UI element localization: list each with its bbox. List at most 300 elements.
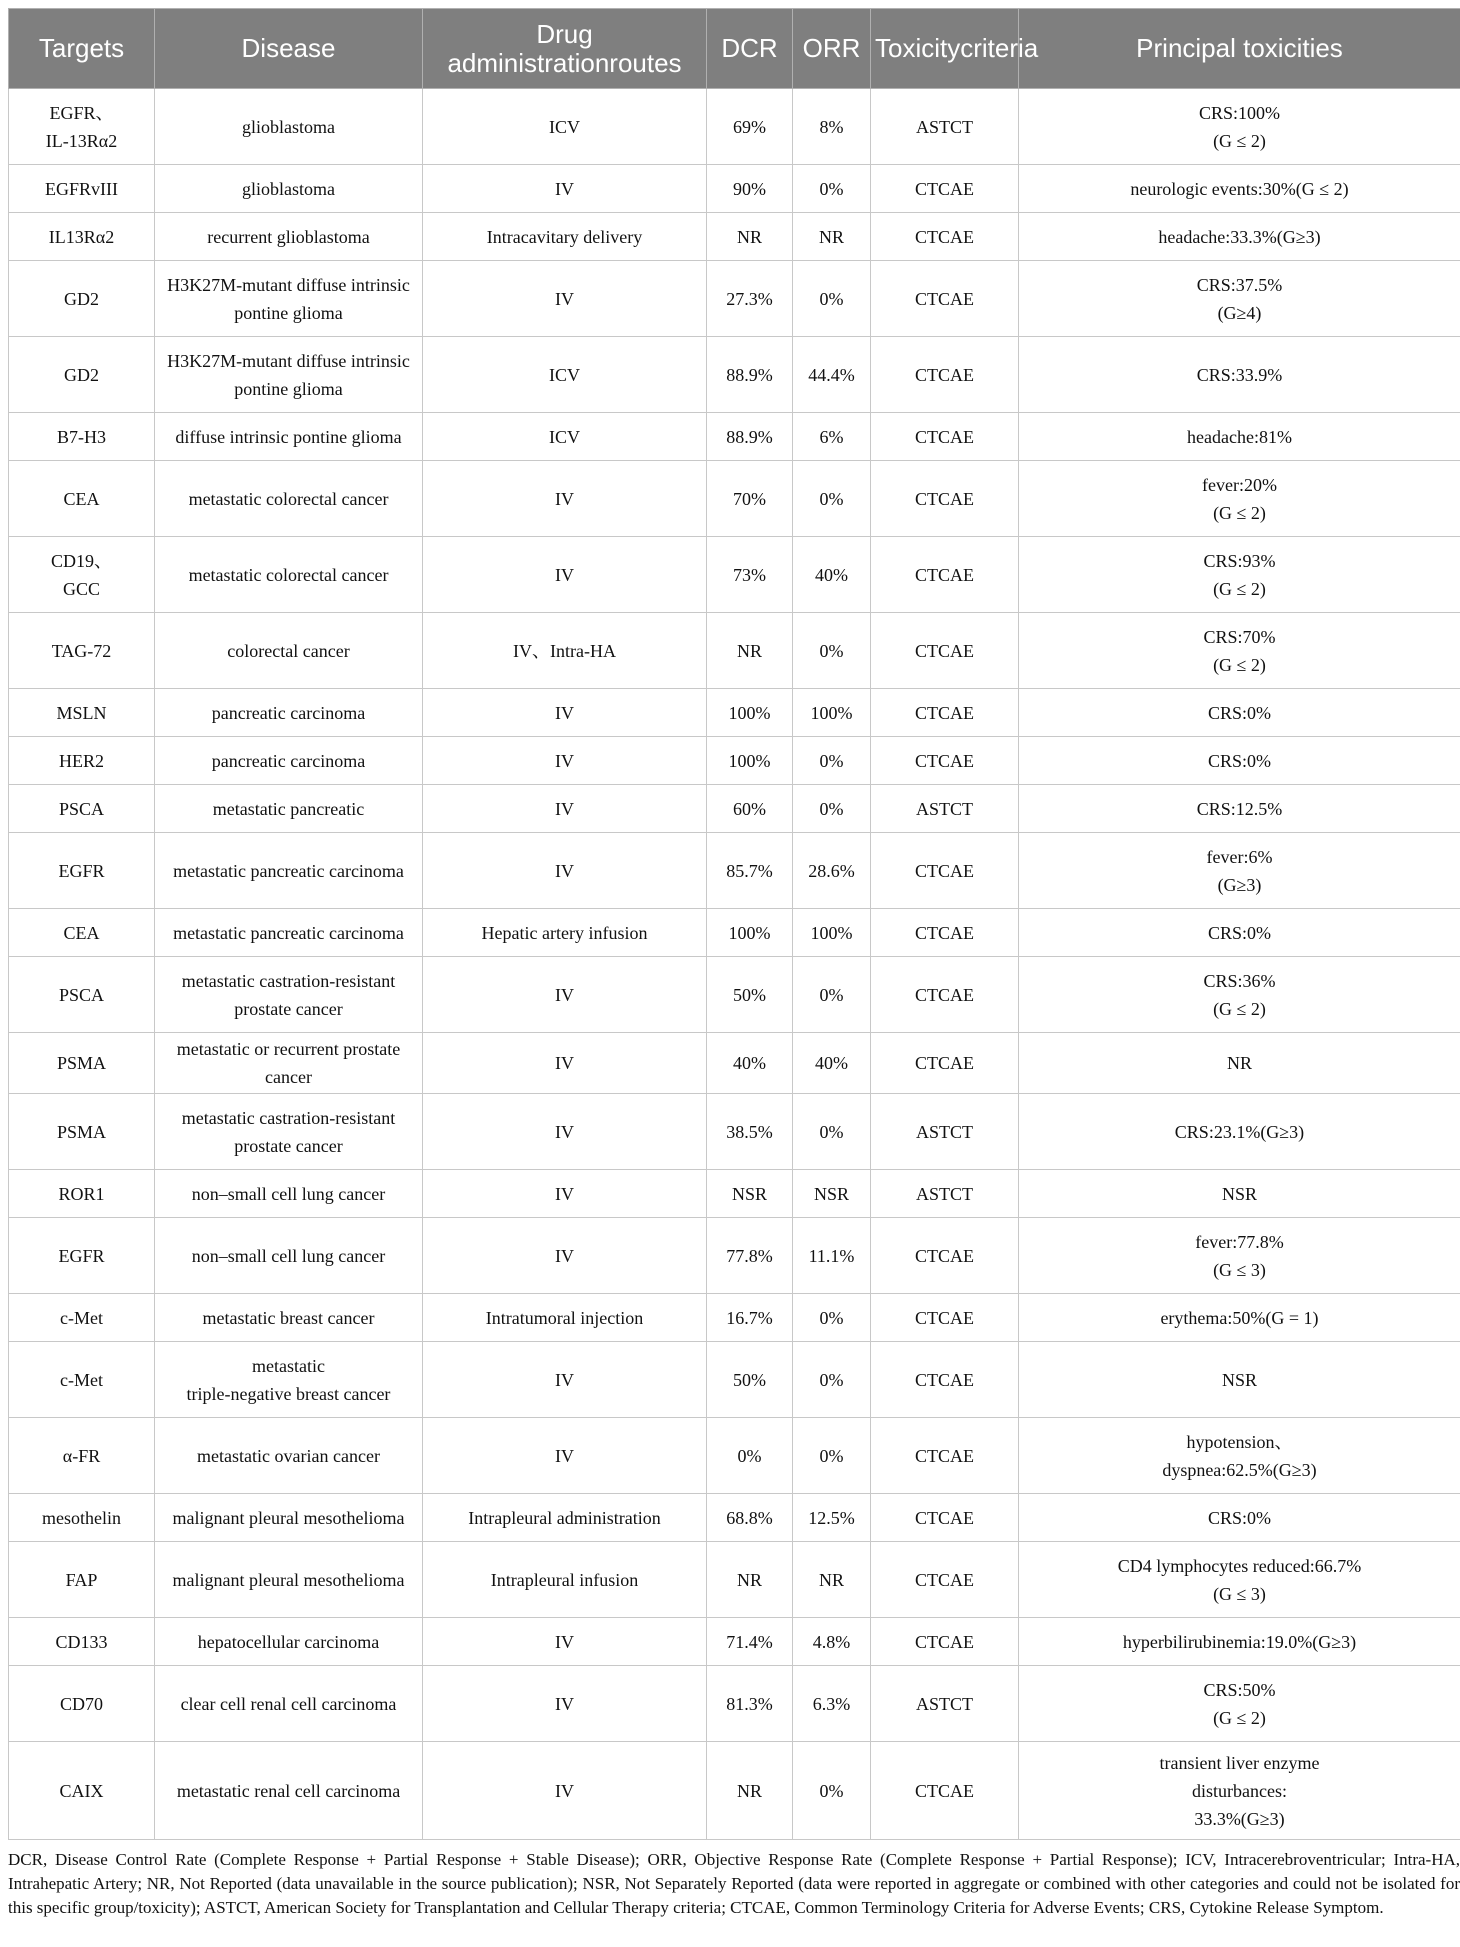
cell-line: 11.1% — [808, 1245, 855, 1266]
cell-dcr — [707, 1170, 793, 1218]
cell-toxicity-criteria — [871, 1218, 1019, 1294]
cell-line: CTCAE — [914, 488, 974, 509]
cell-line: CRS:0% — [1207, 750, 1272, 771]
cell-line: IV — [555, 1693, 574, 1714]
cell-line: criteria — [960, 33, 1039, 63]
cell-toxicity-criteria — [871, 833, 1019, 909]
cell-line: 6% — [819, 426, 844, 447]
cell-dcr — [707, 537, 793, 613]
cell-line: IL-13Rα2 — [45, 130, 118, 151]
cell-orr — [793, 613, 871, 689]
cell-line: PSCA — [58, 798, 105, 819]
cell-line: 33.3%(G≥3) — [1194, 1808, 1285, 1829]
cell-dcr — [707, 1542, 793, 1618]
cell-disease — [155, 1294, 423, 1342]
cell-line: 40% — [733, 1053, 766, 1073]
cell-orr — [793, 337, 871, 413]
cell-targets — [9, 261, 155, 337]
cell-line: CTCAE — [914, 640, 974, 661]
cell-line: Targets — [38, 33, 125, 63]
cell-line: metastatic renal cell carcinoma — [176, 1780, 401, 1801]
cell-targets — [9, 1170, 155, 1218]
cell-line: CRS:36% — [1203, 970, 1276, 991]
cell-disease — [155, 957, 423, 1033]
cell-line: 0% — [737, 1445, 762, 1466]
cell-toxicity-criteria — [871, 1542, 1019, 1618]
cell-line: transient liver enzyme — [1159, 1752, 1320, 1773]
cell-line: IV — [555, 860, 574, 881]
cell-line: 0% — [819, 1307, 844, 1328]
cell-toxicity-criteria — [871, 413, 1019, 461]
cell-route — [423, 337, 707, 413]
cell-line: IV — [555, 1445, 574, 1466]
cell-line: malignant pleural mesothelioma — [172, 1507, 405, 1528]
cell-principal-toxicities — [1019, 537, 1460, 613]
cell-targets — [9, 613, 155, 689]
cell-line: Principal toxicities — [1136, 33, 1343, 63]
cell-line: CRS:0% — [1207, 1507, 1272, 1528]
cell-toxicity-criteria — [871, 165, 1019, 213]
cell-line: 0% — [819, 984, 844, 1005]
cell-line: (G ≤ 3) — [1213, 1583, 1266, 1604]
cell-line: Hepatic artery infusion — [481, 922, 648, 943]
cell-line: (G ≤ 2) — [1213, 654, 1266, 675]
cell-dcr — [707, 1342, 793, 1418]
cell-disease — [155, 1094, 423, 1170]
cell-route — [423, 1494, 707, 1542]
cell-orr — [793, 1033, 871, 1094]
cell-principal-toxicities — [1019, 1666, 1460, 1742]
cell-route — [423, 957, 707, 1033]
cell-line: CRS:12.5% — [1196, 798, 1283, 819]
cell-line: 8% — [819, 116, 844, 137]
cell-dcr — [707, 1742, 793, 1840]
cell-line: DCR — [721, 33, 778, 63]
table-row — [9, 1094, 1460, 1170]
cell-line: 100% — [810, 702, 853, 723]
cell-disease — [155, 1742, 423, 1840]
cell-line: Disease — [241, 33, 336, 63]
table-row — [9, 537, 1460, 613]
table-row — [9, 785, 1460, 833]
cell-line: metastatic pancreatic carcinoma — [173, 922, 404, 943]
cell-line: metastatic — [252, 1355, 325, 1376]
table-row — [9, 1294, 1460, 1342]
cell-orr — [793, 261, 871, 337]
cell-line: headache:81% — [1187, 426, 1292, 447]
cell-line: non–small cell lung cancer — [191, 1245, 386, 1266]
cell-line: NR — [736, 1569, 762, 1590]
table-row — [9, 165, 1460, 213]
cell-disease — [155, 213, 423, 261]
cell-orr — [793, 1218, 871, 1294]
cell-toxicity-criteria — [871, 461, 1019, 537]
cell-line: IV — [555, 1780, 574, 1801]
cell-line: metastatic ovarian cancer — [197, 1445, 380, 1466]
cell-targets — [9, 909, 155, 957]
cell-principal-toxicities — [1019, 165, 1460, 213]
cell-line: erythema:50%(G = 1) — [1160, 1307, 1319, 1328]
column-header-route — [423, 9, 707, 89]
cell-line: Toxicity — [875, 33, 961, 63]
cell-line: 88.9% — [726, 426, 773, 447]
cell-disease — [155, 1342, 423, 1418]
cell-principal-toxicities — [1019, 833, 1460, 909]
table-row — [9, 909, 1460, 957]
cell-line: 88.9% — [726, 364, 773, 385]
cell-principal-toxicities — [1019, 689, 1460, 737]
cell-dcr — [707, 785, 793, 833]
cell-principal-toxicities — [1019, 957, 1460, 1033]
cell-principal-toxicities — [1019, 1618, 1460, 1666]
cell-line: hepatocellular carcinoma — [197, 1631, 380, 1652]
cell-principal-toxicities — [1019, 737, 1460, 785]
cell-line: Intrapleural administration — [468, 1507, 661, 1528]
table-row — [9, 1418, 1460, 1494]
cell-line: hyperbilirubinemia:19.0%(G≥3) — [1122, 1631, 1357, 1652]
cell-line: IV — [555, 1183, 574, 1204]
cell-disease — [155, 1218, 423, 1294]
table-row — [9, 337, 1460, 413]
cell-orr — [793, 909, 871, 957]
cell-orr — [793, 461, 871, 537]
cell-line: 0% — [819, 1369, 844, 1390]
cell-route — [423, 1218, 707, 1294]
table-row — [9, 1170, 1460, 1218]
cell-toxicity-criteria — [871, 689, 1019, 737]
cell-route — [423, 1742, 707, 1840]
cell-line: Intratumoral injection — [485, 1307, 644, 1328]
cell-disease — [155, 337, 423, 413]
cell-line: H3K27M-mutant diffuse intrinsic — [167, 274, 410, 295]
cell-dcr — [707, 1218, 793, 1294]
cell-line: CTCAE — [914, 426, 974, 447]
cell-line: triple-negative breast cancer — [186, 1383, 391, 1404]
cell-line: ASTCT — [915, 1693, 973, 1714]
cell-line: 0% — [819, 488, 844, 509]
cell-line: IV — [555, 1631, 574, 1652]
cell-orr — [793, 1094, 871, 1170]
cell-line: Intracavitary delivery — [486, 226, 643, 247]
table-row — [9, 261, 1460, 337]
cell-disease — [155, 461, 423, 537]
cell-line: 100% — [728, 702, 771, 723]
cell-route — [423, 1666, 707, 1742]
table-row — [9, 613, 1460, 689]
cell-line: colorectal cancer — [227, 640, 350, 661]
cell-principal-toxicities — [1019, 1342, 1460, 1418]
cell-disease — [155, 261, 423, 337]
cell-line: CTCAE — [914, 1569, 974, 1590]
cell-line: CRS:0% — [1207, 702, 1272, 723]
cell-line: CTCAE — [914, 364, 974, 385]
cell-targets — [9, 1294, 155, 1342]
cell-line: ASTCT — [915, 798, 973, 819]
table-row — [9, 1342, 1460, 1418]
cell-line: 70% — [733, 488, 766, 509]
cell-orr — [793, 1618, 871, 1666]
cell-line: neurologic events:30%(G ≤ 2) — [1130, 178, 1349, 199]
cell-disease — [155, 1033, 423, 1094]
cell-line: routes — [609, 47, 682, 78]
cell-principal-toxicities — [1019, 1170, 1460, 1218]
cell-dcr — [707, 213, 793, 261]
cell-orr — [793, 165, 871, 213]
cell-principal-toxicities — [1019, 1218, 1460, 1294]
cell-line: 90% — [733, 178, 766, 199]
table-row — [9, 689, 1460, 737]
cell-principal-toxicities — [1019, 413, 1460, 461]
cell-toxicity-criteria — [871, 1494, 1019, 1542]
cell-line: 77.8% — [726, 1245, 773, 1266]
cell-line: headache:33.3%(G≥3) — [1158, 226, 1321, 247]
cell-line: (G≥4) — [1217, 302, 1262, 323]
table-row — [9, 1218, 1460, 1294]
cell-line: fever:77.8% — [1195, 1231, 1284, 1252]
cell-principal-toxicities — [1019, 213, 1460, 261]
cell-line: CTCAE — [914, 860, 974, 881]
cell-line: fever:20% — [1202, 474, 1277, 495]
cell-line: dyspnea:62.5%(G≥3) — [1162, 1459, 1317, 1480]
cell-line: IV — [555, 1053, 574, 1073]
cell-line: 73% — [733, 564, 766, 585]
cell-dcr — [707, 89, 793, 165]
cell-orr — [793, 957, 871, 1033]
table-footnote: DCR, Disease Control Rate (Complete Response + Partial Response + Stable Disease); ORR, Objective Response Rate (Complete Response + Partial Response); ICV, Intracerebroventricular; Intra-HA, Intrahepatic Artery; NR, Not Reported (data unavailable in the source publication); NSR, Not Separately Reported (data were reported in aggregate or combined with other categories and could not be isolated for this specific group/toxicity); ASTCT, American Society for Transplantation and Cellular Therapy criteria; CTCAE, Common Terminology Criteria for Adverse Events; CRS, Cytokine Release Symptom. — [8, 1850, 1460, 1917]
cell-line: GD2 — [64, 288, 99, 309]
cell-line: IV — [555, 288, 574, 309]
cell-line: CAIX — [59, 1780, 104, 1801]
cell-line: metastatic pancreatic — [212, 798, 365, 819]
cell-line: prostate cancer — [234, 998, 343, 1019]
cell-line: metastatic castration-resistant — [181, 1107, 396, 1128]
cell-line: NSR — [813, 1183, 849, 1204]
cell-route — [423, 165, 707, 213]
cell-line: hypotension、 — [1186, 1431, 1293, 1452]
cell-line: (G ≤ 2) — [1213, 1707, 1266, 1728]
cell-orr — [793, 785, 871, 833]
cell-principal-toxicities — [1019, 89, 1460, 165]
cell-dcr — [707, 833, 793, 909]
cell-disease — [155, 785, 423, 833]
cell-orr — [793, 689, 871, 737]
cell-disease — [155, 413, 423, 461]
cell-line: 0% — [819, 1121, 844, 1142]
cell-line: CTCAE — [914, 226, 974, 247]
cell-line: ICV — [549, 426, 580, 447]
cell-principal-toxicities — [1019, 337, 1460, 413]
cell-line: 0% — [819, 1780, 844, 1801]
cell-line: PSMA — [56, 1121, 107, 1142]
cell-principal-toxicities — [1019, 1418, 1460, 1494]
cell-line: (G ≤ 2) — [1213, 130, 1266, 151]
cell-route — [423, 537, 707, 613]
cell-line: NR — [818, 1569, 844, 1590]
column-header-orr — [793, 9, 871, 89]
cell-disease — [155, 1618, 423, 1666]
cell-orr — [793, 833, 871, 909]
cell-line: 100% — [810, 922, 853, 943]
cell-line: glioblastoma — [242, 116, 335, 137]
cell-line: disturbances: — [1192, 1780, 1287, 1801]
cell-route — [423, 413, 707, 461]
cell-line: CTCAE — [914, 1445, 974, 1466]
cell-line: 40% — [815, 1053, 848, 1073]
cell-line: NSR — [731, 1183, 767, 1204]
cell-line: clear cell renal cell carcinoma — [180, 1693, 397, 1714]
cell-targets — [9, 957, 155, 1033]
cell-targets — [9, 165, 155, 213]
column-header-dcr — [707, 9, 793, 89]
cell-line: CD4 lymphocytes reduced:66.7% — [1117, 1555, 1362, 1576]
cell-line: IV — [555, 1245, 574, 1266]
cell-line: Intrapleural infusion — [490, 1569, 639, 1590]
table-row — [9, 1033, 1460, 1094]
cell-line: CD70 — [59, 1693, 103, 1714]
cell-line: metastatic colorectal cancer — [188, 564, 389, 585]
cell-dcr — [707, 1033, 793, 1094]
cell-targets — [9, 1742, 155, 1840]
cell-line: NSR — [1221, 1369, 1257, 1390]
cell-route — [423, 909, 707, 957]
cell-line: IV — [555, 984, 574, 1005]
table-row — [9, 461, 1460, 537]
cell-line: pancreatic carcinoma — [211, 702, 366, 723]
cell-principal-toxicities — [1019, 461, 1460, 537]
cell-line: IV — [555, 488, 574, 509]
cell-line: H3K27M-mutant diffuse intrinsic — [167, 350, 410, 371]
cell-line: metastatic colorectal cancer — [188, 488, 389, 509]
cell-line: PSCA — [58, 984, 105, 1005]
cell-route — [423, 261, 707, 337]
cell-principal-toxicities — [1019, 1542, 1460, 1618]
cell-line: CRS:0% — [1207, 922, 1272, 943]
cell-targets — [9, 737, 155, 785]
cell-toxicity-criteria — [871, 213, 1019, 261]
cell-route — [423, 461, 707, 537]
cell-route — [423, 737, 707, 785]
cell-line: (G ≤ 3) — [1213, 1259, 1266, 1280]
cell-line: malignant pleural mesothelioma — [172, 1569, 405, 1590]
cell-line: NR — [736, 640, 762, 661]
cell-targets — [9, 537, 155, 613]
cell-line: metastatic or recurrent prostate cancer — [176, 1039, 401, 1087]
cell-orr — [793, 537, 871, 613]
cell-line: CTCAE — [914, 1369, 974, 1390]
cell-line: Drug administration — [447, 18, 610, 78]
cell-principal-toxicities — [1019, 1742, 1460, 1840]
cell-dcr — [707, 1618, 793, 1666]
cell-line: non–small cell lung cancer — [191, 1183, 386, 1204]
column-header-targets — [9, 9, 155, 89]
cell-line: 4.8% — [812, 1631, 851, 1652]
cell-dcr — [707, 413, 793, 461]
cell-toxicity-criteria — [871, 785, 1019, 833]
cell-line: CRS:100% — [1198, 102, 1281, 123]
cell-dcr — [707, 909, 793, 957]
cell-line: (G ≤ 2) — [1213, 502, 1266, 523]
cell-targets — [9, 1542, 155, 1618]
cell-targets — [9, 1094, 155, 1170]
cell-line: IV — [555, 1369, 574, 1390]
cell-principal-toxicities — [1019, 1494, 1460, 1542]
cell-disease — [155, 737, 423, 785]
cell-line: 0% — [819, 640, 844, 661]
cell-toxicity-criteria — [871, 613, 1019, 689]
cell-dcr — [707, 689, 793, 737]
cell-route — [423, 1618, 707, 1666]
cell-toxicity-criteria — [871, 1418, 1019, 1494]
cell-dcr — [707, 737, 793, 785]
cell-line: CEA — [63, 488, 100, 509]
cell-principal-toxicities — [1019, 613, 1460, 689]
table-header-row — [9, 9, 1460, 89]
cell-line: CTCAE — [914, 702, 974, 723]
cell-line: ROR1 — [58, 1183, 105, 1204]
cell-line: CTCAE — [914, 564, 974, 585]
cell-principal-toxicities — [1019, 1033, 1460, 1094]
cell-targets — [9, 89, 155, 165]
cell-principal-toxicities — [1019, 785, 1460, 833]
cell-line: c-Met — [60, 1369, 103, 1390]
cell-principal-toxicities — [1019, 261, 1460, 337]
cell-line: HER2 — [59, 750, 104, 771]
cell-line: NR — [1226, 1053, 1252, 1073]
cell-route — [423, 1294, 707, 1342]
cell-route — [423, 1094, 707, 1170]
cell-targets — [9, 785, 155, 833]
cell-line: IV — [555, 564, 574, 585]
table-row — [9, 833, 1460, 909]
cell-line: (G≥3) — [1217, 874, 1262, 895]
cell-disease — [155, 613, 423, 689]
cell-line: ASTCT — [915, 1121, 973, 1142]
column-header-disease — [155, 9, 423, 89]
cell-line: EGFR — [58, 1245, 105, 1266]
column-header-principal-toxicities — [1019, 9, 1460, 89]
cell-targets — [9, 1618, 155, 1666]
cell-line: 81.3% — [726, 1693, 773, 1714]
cell-disease — [155, 833, 423, 909]
cell-toxicity-criteria — [871, 1294, 1019, 1342]
cell-line: 68.8% — [726, 1507, 773, 1528]
cell-line: 100% — [728, 750, 771, 771]
cell-dcr — [707, 957, 793, 1033]
cell-route — [423, 1418, 707, 1494]
cell-line: diffuse intrinsic pontine glioma — [175, 426, 402, 447]
table-row — [9, 1618, 1460, 1666]
cell-disease — [155, 1418, 423, 1494]
cell-line: EGFR — [58, 860, 105, 881]
cell-line: CD19、 — [50, 550, 112, 571]
cell-line: glioblastoma — [242, 178, 335, 199]
cell-line: PSMA — [56, 1053, 107, 1073]
cell-line: prostate cancer — [234, 1135, 343, 1156]
cell-dcr — [707, 461, 793, 537]
cell-toxicity-criteria — [871, 737, 1019, 785]
cell-line: NR — [818, 226, 844, 247]
cell-line: 50% — [733, 984, 766, 1005]
cell-toxicity-criteria — [871, 1170, 1019, 1218]
cell-line: metastatic castration-resistant — [181, 970, 396, 991]
cell-line: IL13Rα2 — [48, 226, 115, 247]
cell-toxicity-criteria — [871, 1666, 1019, 1742]
cell-line: NR — [736, 226, 762, 247]
cell-route — [423, 1342, 707, 1418]
cell-line: ICV — [549, 116, 580, 137]
cell-toxicity-criteria — [871, 1742, 1019, 1840]
cell-orr — [793, 1418, 871, 1494]
